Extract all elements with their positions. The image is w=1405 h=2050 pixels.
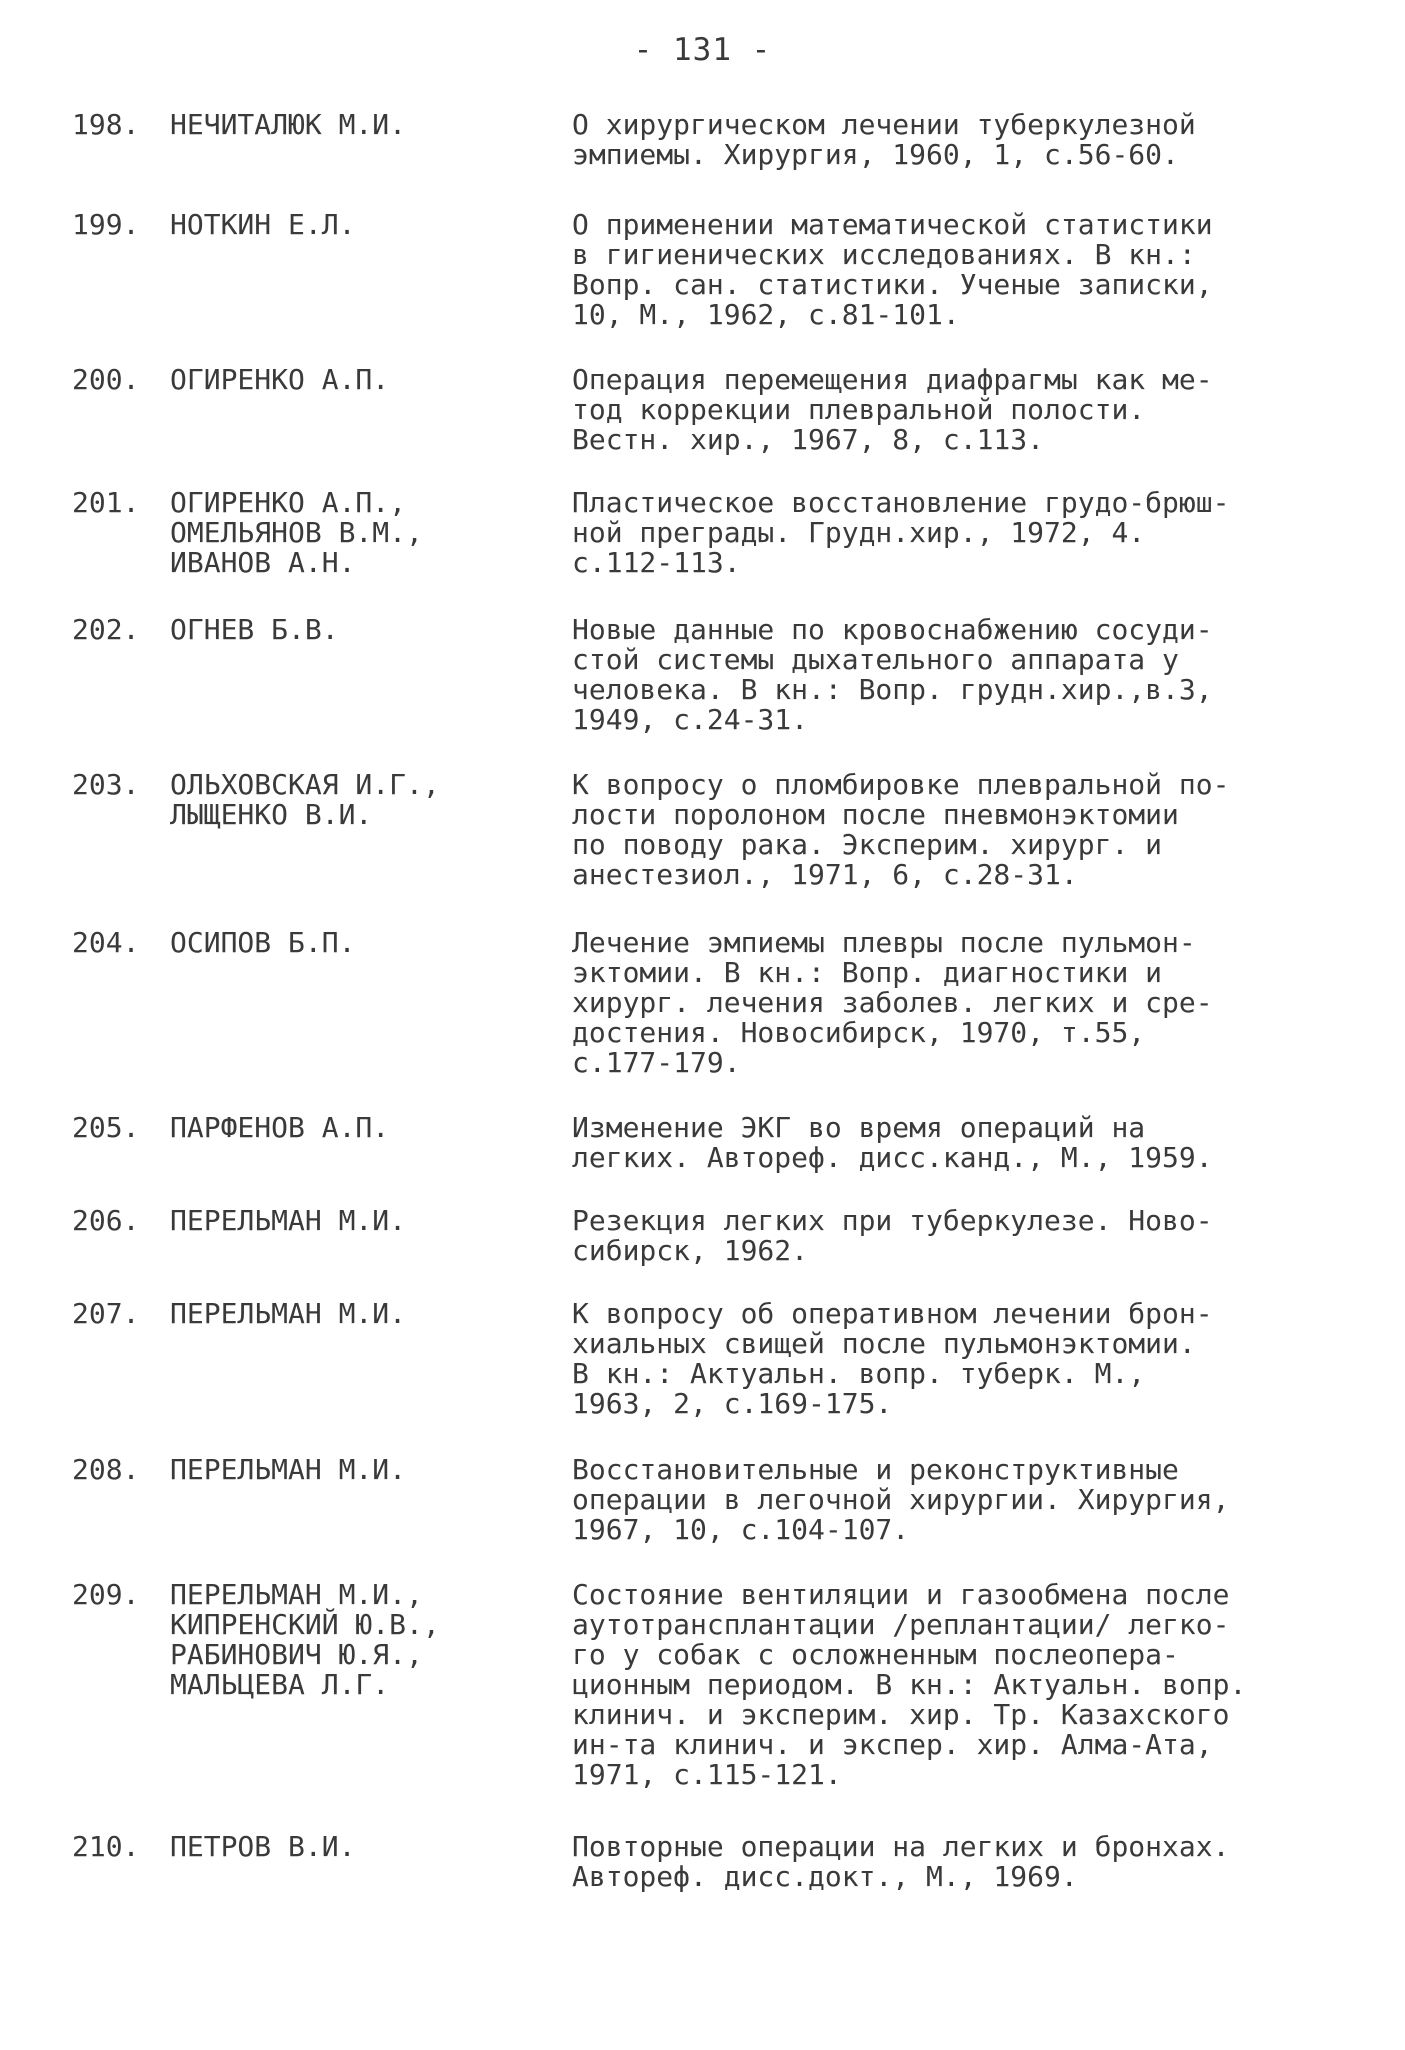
entry-number: 203. [72,768,140,801]
author: ЛЫЩЕНКО В.И. [170,798,373,831]
entry-citation [572,210,1342,330]
entry-number: 201. [72,486,140,519]
citation-line: ной преграды. Грудн.хир., 1972, 4. [572,516,1146,549]
entry-number: 208. [72,1453,140,1486]
author: МАЛЬЦЕВА Л.Г. [170,1668,390,1701]
entry-authors [170,770,550,830]
citation-line: Операция перемещения диафрагмы как ме- [572,363,1213,396]
entry-citation [572,365,1342,455]
author: ПЕТРОВ В.И. [170,1830,356,1863]
author: ИВАНОВ А.Н. [170,546,356,579]
citation-line: Изменение ЭКГ во время операций на [572,1111,1146,1144]
entry-authors [170,365,550,395]
citation-line: Повторные операции на легких и бронхах. [572,1830,1230,1863]
citation-line: го у собак с осложненным послеопера- [572,1638,1179,1671]
citation-line: Пластическое восстановление грудо-брюш- [572,486,1230,519]
entry-number: 202. [72,613,140,646]
citation-line: К вопросу о пломбировке плевральной по- [572,768,1230,801]
citation-line: 10, М., 1962, с.81-101. [572,298,960,331]
citation-line: стой системы дыхательного аппарата у [572,643,1179,676]
author: ОГИРЕНКО А.П. [170,363,390,396]
entry-citation [572,1113,1342,1173]
citation-line: Автореф. дисс.докт., М., 1969. [572,1860,1078,1893]
entry-citation [572,1832,1342,1892]
entry-number: 199. [72,208,140,241]
author: ПЕРЕЛЬМАН М.И. [170,1297,407,1330]
entry-number: 204. [72,926,140,959]
citation-line: 1967, 10, с.104-107. [572,1513,910,1546]
entry-authors [170,210,550,240]
citation-line: 1963, 2, с.169-175. [572,1387,893,1420]
citation-line: лости поролоном после пневмонэктомии [572,798,1179,831]
author: ПЕРЕЛЬМАН М.И. [170,1453,407,1486]
citation-line: легких. Автореф. дисс.канд., М., 1959. [572,1141,1213,1174]
entry-citation [572,615,1342,735]
author: НЕЧИТАЛЮК М.И. [170,108,407,141]
entry-authors [170,1455,550,1485]
entry-number: 205. [72,1111,140,1144]
author: ОСИПОВ Б.П. [170,926,356,959]
entry-authors [170,1299,550,1329]
entry-authors [170,1113,550,1143]
author: ОГНЕВ Б.В. [170,613,339,646]
citation-line: О хирургическом лечении туберкулезной [572,108,1196,141]
entry-number: 198. [72,108,140,141]
citation-line: 1971, с.115-121. [572,1758,842,1791]
citation-line: О применении математической статистики [572,208,1213,241]
entry-authors [170,928,550,958]
author: ПЕРЕЛЬМАН М.И., [170,1578,423,1611]
entry-number: 206. [72,1204,140,1237]
author: ПЕРЕЛЬМАН М.И. [170,1204,407,1237]
citation-line: по поводу рака. Эксперим. хирург. и [572,828,1163,861]
author: ПАРФЕНОВ А.П. [170,1111,390,1144]
entry-number: 200. [72,363,140,396]
author: ОМЕЛЬЯНОВ В.М., [170,516,423,549]
citation-line: сибирск, 1962. [572,1234,809,1267]
entry-authors [170,110,550,140]
author: РАБИНОВИЧ Ю.Я., [170,1638,423,1671]
entry-citation [572,488,1342,578]
citation-line: хирург. лечения заболев. легких и сре- [572,986,1213,1019]
entry-citation [572,1206,1342,1266]
citation-line: достения. Новосибирск, 1970, т.55, [572,1016,1146,1049]
citation-line: ин-та клинич. и экспер. хир. Алма-Ата, [572,1728,1213,1761]
citation-line: ционным периодом. В кн.: Актуальн. вопр. [572,1668,1247,1701]
citation-line: Резекция легких при туберкулезе. Ново- [572,1204,1213,1237]
entry-citation [572,1455,1342,1545]
author: КИПРЕНСКИЙ Ю.В., [170,1608,440,1641]
citation-line: Вопр. сан. статистики. Ученые записки, [572,268,1213,301]
entry-authors [170,1206,550,1236]
citation-line: операции в легочной хирургии. Хирургия, [572,1483,1230,1516]
entry-number: 209. [72,1578,140,1611]
citation-line: 1949, с.24-31. [572,703,809,736]
citation-line: в гигиенических исследованиях. В кн.: [572,238,1196,271]
entry-citation [572,110,1342,170]
citation-line: анестезиол., 1971, 6, с.28-31. [572,858,1078,891]
entry-authors [170,1832,550,1862]
citation-line: с.177-179. [572,1046,741,1079]
citation-line: эктомии. В кн.: Вопр. диагностики и [572,956,1163,989]
entry-number: 207. [72,1297,140,1330]
author: НОТКИН Е.Л. [170,208,356,241]
entry-authors [170,1580,550,1700]
citation-line: Новые данные по кровоснабжению сосуди- [572,613,1213,646]
citation-line: Состояние вентиляции и газообмена после [572,1578,1230,1611]
citation-line: Восстановительные и реконструктивные [572,1453,1179,1486]
entry-authors [170,488,550,578]
entry-citation [572,928,1342,1078]
entry-citation [572,1299,1342,1419]
page-number: - 131 - [633,32,772,68]
citation-line: Вестн. хир., 1967, 8, с.113. [572,423,1045,456]
author: ОЛЬХОВСКАЯ И.Г., [170,768,440,801]
entry-number: 210. [72,1830,140,1863]
citation-line: хиальных свищей после пульмонэктомии. [572,1327,1196,1360]
entry-citation [572,770,1342,890]
entry-authors [170,615,550,645]
citation-line: Лечение эмпиемы плевры после пульмон- [572,926,1196,959]
citation-line: человека. В кн.: Вопр. грудн.хир.,в.3, [572,673,1213,706]
citation-line: тод коррекции плевральной полости. [572,393,1146,426]
citation-line: эмпиемы. Хирургия, 1960, 1, с.56-60. [572,138,1179,171]
entry-citation [572,1580,1342,1790]
author: ОГИРЕНКО А.П., [170,486,407,519]
citation-line: аутотрансплантации /реплантации/ легко- [572,1608,1230,1641]
citation-line: с.112-113. [572,546,741,579]
citation-line: К вопросу об оперативном лечении брон- [572,1297,1213,1330]
citation-line: В кн.: Актуальн. вопр. туберк. М., [572,1357,1146,1390]
citation-line: клинич. и эксперим. хир. Тр. Казахского [572,1698,1230,1731]
